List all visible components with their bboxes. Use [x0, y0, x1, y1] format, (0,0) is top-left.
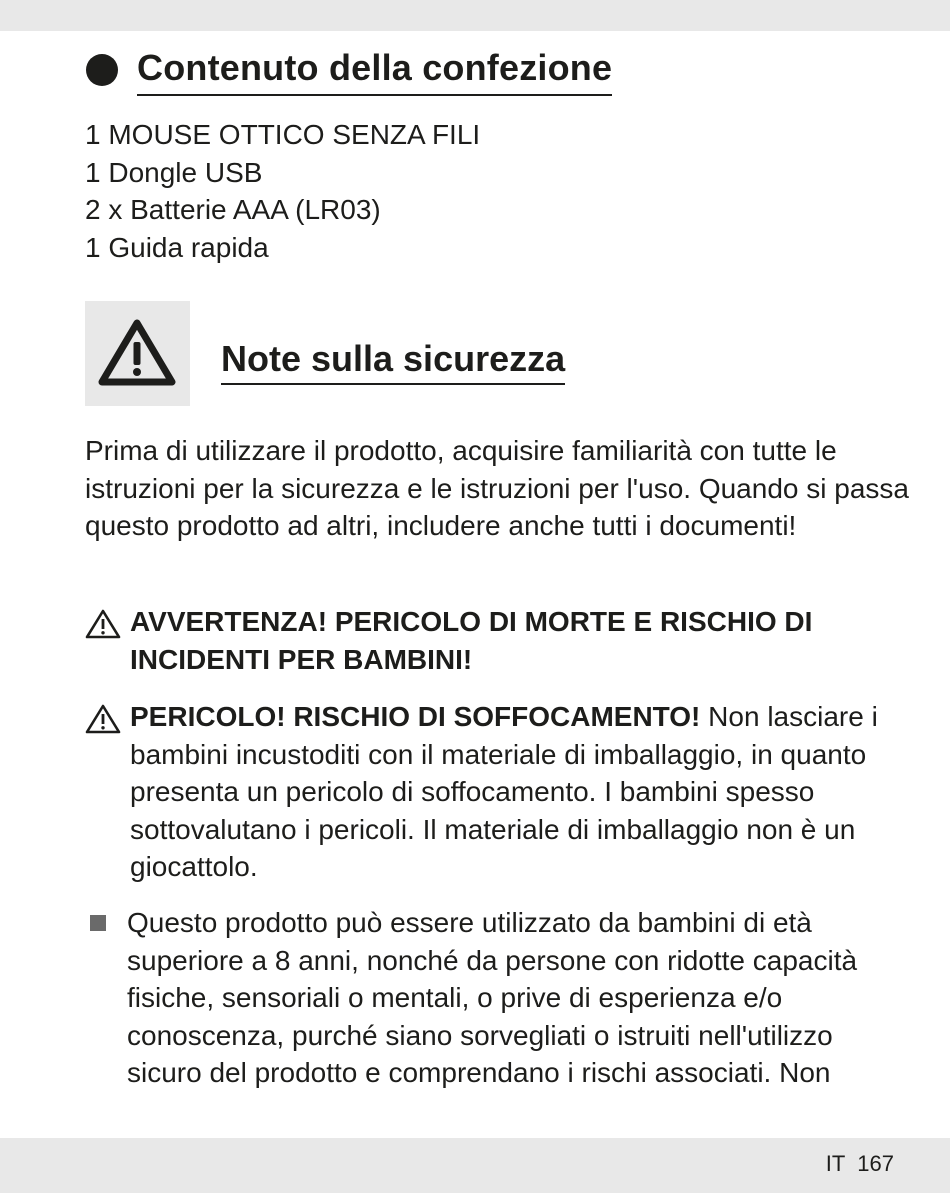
- warning-suffocation: [85, 698, 915, 886]
- square-bullet-icon: [90, 915, 106, 931]
- warning-children-danger: [85, 603, 915, 678]
- list-item-text: Questo prodotto può essere utilizzato da bambini di età superiore a 8 anni, nonché da persone con ridotte capacità fisiche, sensoriali o mentali, o prive di esperienza e/o conoscenza, purché siano sorvegliati o istruiti nell'utilizzo sicuro del prodotto e comprendano i rischi associati. Non: [127, 907, 858, 1088]
- list-item: 2 x Batterie AAA (LR03): [85, 194, 381, 225]
- warning-icon-box: [85, 301, 190, 406]
- list-item: 1 MOUSE OTTICO SENZA FILI: [85, 119, 481, 150]
- warning-triangle-icon: [97, 318, 177, 388]
- page-footer: [826, 1150, 894, 1178]
- section-bullet-dot: [86, 54, 118, 86]
- safety-heading: Note sulla sicurezza: [221, 337, 565, 385]
- safety-intro-paragraph: Prima di utilizzare il prodotto, acquisire familiarità con tutte le istruzioni per la sicurezza e le istruzioni per l'uso. Quando si passa questo prodotto ad altri, includere anche tutti i documenti!: [85, 435, 909, 541]
- top-band: [0, 0, 950, 31]
- warning-text: AVVERTENZA! PERICOLO DI MORTE E RISCHIO DI INCIDENTI PER BAMBINI!: [130, 606, 813, 675]
- small-warning-icon: [85, 704, 121, 734]
- list-item: [85, 904, 915, 1092]
- small-warning-icon: [85, 609, 121, 639]
- language-code: IT: [825, 1151, 846, 1176]
- warning-label: PERICOLO! RISCHIO DI SOFFOCAMENTO!: [130, 701, 701, 732]
- list-item: 1 Guida rapida: [85, 231, 269, 263]
- list-item: 1 Dongle USB: [85, 156, 263, 188]
- package-contents-list: [85, 116, 480, 266]
- contents-heading: Contenuto della confezione: [137, 45, 612, 96]
- warning-body: Non lasciare i bambini incustoditi con il materiale di imballaggio, in quanto presenta un pericolo di soffocamento. I bambini spesso sottovalutano i pericoli. Il materiale di imballaggio non è un giocattolo.: [130, 701, 878, 882]
- bottom-band: [0, 1138, 950, 1193]
- page-number: 167: [857, 1151, 894, 1176]
- warning-text: [130, 698, 915, 886]
